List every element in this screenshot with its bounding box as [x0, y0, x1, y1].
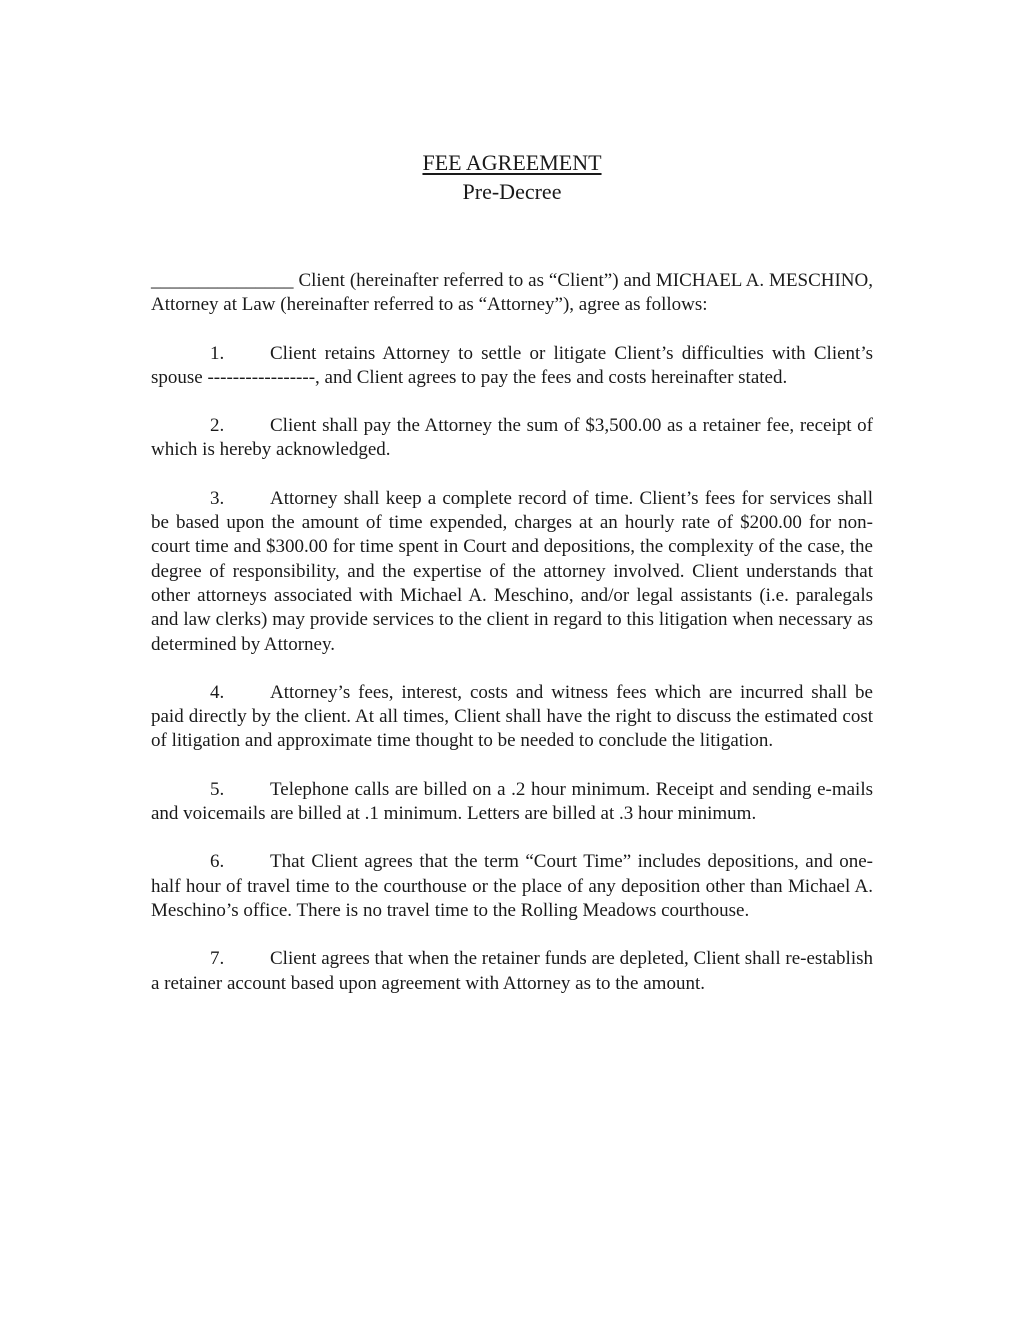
document-subtitle: Pre-Decree: [462, 179, 562, 204]
clause-number: 1.: [210, 342, 225, 364]
clause-text: Telephone calls are billed on a .2 hour minimum. Receipt and sending e-mails and voicemails are billed at .1 minimum. Letters are billed at .3 hour minimum.: [151, 778, 873, 825]
clause-text: Client agrees that when the retainer funds are depleted, Client shall re-establish a retainer account based upon agreement with Attorney as to the amount.: [151, 948, 873, 994]
clause-number: 3.: [210, 487, 225, 509]
clause-1: [151, 342, 873, 391]
clause-4: [151, 681, 873, 754]
clause-text: That Client agrees that the term “Court Time” includes depositions, and one-half hour of travel time to the courthouse or the place of any deposition other than Michael A. Meschino’s office. There is no travel time to the Rolling Meadows courthouse.: [151, 851, 873, 921]
title-block: [151, 148, 873, 206]
clause-number: 7.: [210, 948, 225, 970]
clause-6: [151, 850, 873, 923]
document-title: FEE AGREEMENT: [422, 150, 602, 175]
intro-paragraph: _______________ Client (hereinafter referred to as “Client”) and MICHAEL A. MESCHINO, Attorney at Law (hereinafter referred to as “Attorney”), agree as follows:: [151, 270, 873, 316]
clause-text: Attorney shall keep a complete record of time. Client’s fees for services shall be based upon the amount of time expended, charges at an hourly rate of $200.00 for non-court time and $300.00 for time spent in Court and depositions, the complexity of the case, the degree of responsibility, and the expertise of the attorney involved. Client understands that other attorneys associated with Michael A. Meschino, and/or legal assistants (i.e. paralegals and law clerks) may provide services to the client in regard to this litigation when necessary as determined by Attorney.: [151, 487, 873, 655]
clause-number: 2.: [210, 415, 225, 437]
clause-number: 6.: [210, 851, 225, 873]
clause-2: [151, 414, 873, 463]
clause-3: [151, 487, 873, 657]
clause-number: 4.: [210, 681, 225, 703]
clause-text: Client shall pay the Attorney the sum of $3,500.00 as a retainer fee, receipt of which is hereby acknowledged.: [151, 415, 873, 461]
clause-5: [151, 778, 873, 827]
document-page: [151, 148, 873, 996]
clause-number: 5.: [210, 778, 225, 800]
clause-text: Attorney’s fees, interest, costs and witness fees which are incurred shall be paid directly by the client. At all times, Client shall have the right to discuss the estimated cost of litigation and approximate time thought to be needed to conclude the litigation.: [151, 681, 873, 752]
clause-7: [151, 947, 873, 996]
clause-text: Client retains Attorney to settle or litigate Client’s difficulties with Client’s spouse -----------------, and Client agrees to pay the fees and costs hereinafter stated.: [151, 342, 873, 388]
